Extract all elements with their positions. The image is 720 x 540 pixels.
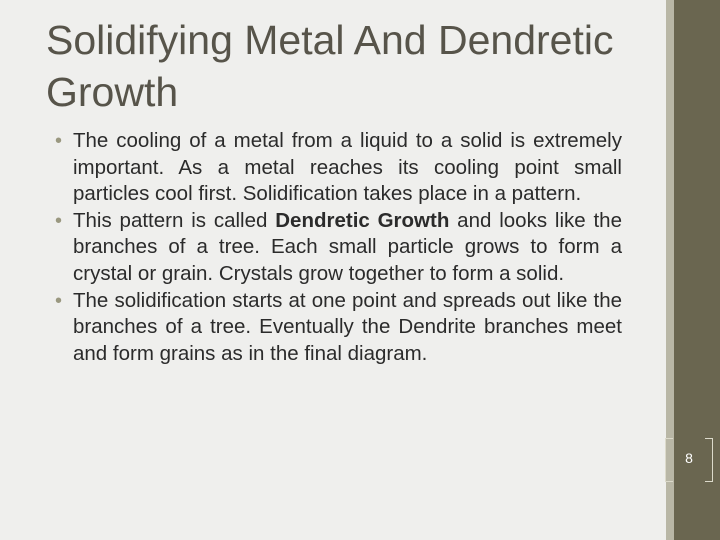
page-number: 8 bbox=[685, 450, 693, 466]
bullet-text: The solidification starts at one point and spreads out like the branches of a tree. Eventually the Dendrite branches meet and form grains as in the final diagram. bbox=[73, 288, 622, 365]
bullet-text-cont: and looks like the branches of a tree. Each small particle grows to form a crystal or grain. Crystals grow together to form a solid. bbox=[73, 208, 622, 285]
bullet-item bbox=[55, 288, 622, 368]
page-number-box bbox=[665, 438, 713, 482]
bullet-item bbox=[55, 128, 622, 208]
bullet-bold-term: Dendretic Growth bbox=[275, 208, 450, 232]
slide-title: Solidifying Metal And Dendretic Growth bbox=[46, 17, 614, 115]
bullet-text: The cooling of a metal from a liquid to a solid is extremely important. As a metal reaches its cooling point small particles cool first. Solidification takes place in a pattern. bbox=[73, 129, 622, 206]
bullet-marker: • bbox=[55, 209, 63, 232]
bullet-item bbox=[55, 208, 622, 288]
bullet-marker: • bbox=[55, 289, 63, 312]
bullet-text: This pattern is called bbox=[73, 208, 276, 232]
bullet-marker: • bbox=[55, 130, 63, 152]
slide-body bbox=[55, 128, 622, 367]
